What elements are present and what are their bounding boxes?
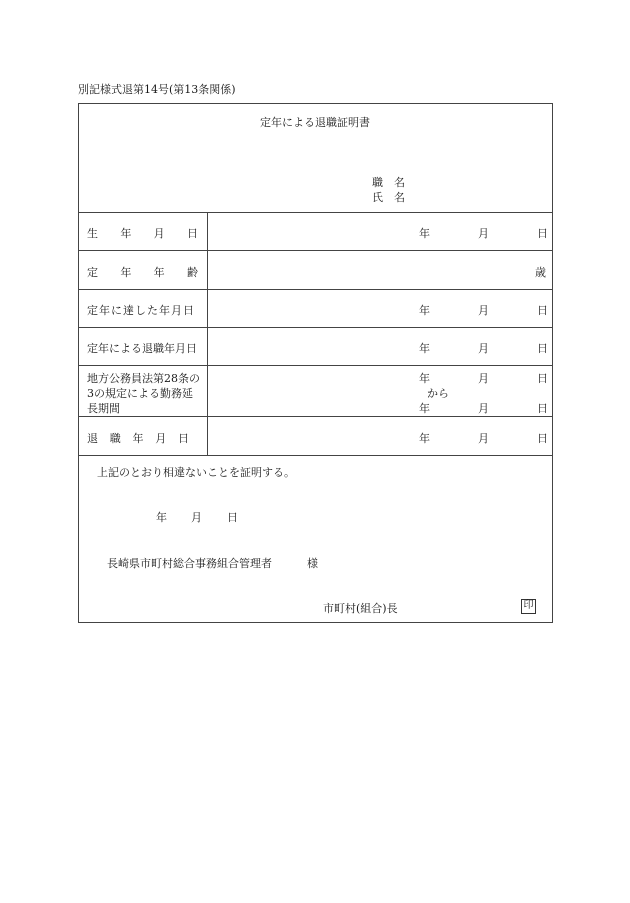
- extension-label-line3: 長期間: [87, 402, 120, 415]
- reached-date-label: 定年に達した年月日: [87, 304, 195, 317]
- retire-day-unit: 日: [537, 342, 548, 355]
- form-label: 別記様式退第14号(第13条関係): [78, 83, 236, 96]
- reached-day-unit: 日: [537, 304, 548, 317]
- addressee: 長崎県市町村総合事務組合管理者: [107, 557, 272, 570]
- retire-month-unit: 月: [478, 342, 489, 355]
- retirement-month-unit: 月: [478, 432, 489, 445]
- extension-end-year-unit: 年: [419, 402, 430, 415]
- retirement-day-unit: 日: [537, 432, 548, 445]
- retirement-by-age-label: 定年による退職年月日: [87, 342, 197, 355]
- extension-start-day-unit: 日: [537, 372, 548, 385]
- age-unit: 歳: [535, 266, 546, 279]
- extension-start-year-unit: 年: [419, 372, 430, 385]
- retire-year-unit: 年: [419, 342, 430, 355]
- extension-label-line2: 3の規定による勤務延: [87, 387, 193, 400]
- retirement-date-label: 退 職 年 月 日: [87, 432, 189, 445]
- cert-date-day-unit: 日: [227, 511, 238, 524]
- cert-date-month-unit: 月: [191, 511, 202, 524]
- extension-label-line1: 地方公務員法第28条の: [87, 372, 200, 385]
- issuer: 市町村(組合)長: [323, 602, 398, 615]
- honorific: 様: [307, 557, 318, 570]
- birth-year-unit: 年: [419, 227, 430, 240]
- extension-end-day-unit: 日: [537, 402, 548, 415]
- birth-month-unit: 月: [478, 227, 489, 240]
- extension-start-month-unit: 月: [478, 372, 489, 385]
- reached-month-unit: 月: [478, 304, 489, 317]
- name-label: 氏 名: [372, 191, 405, 204]
- seal-mark: 印: [521, 599, 536, 614]
- document-title: 定年による退職証明書: [260, 116, 370, 129]
- extension-from-text: から: [427, 387, 449, 400]
- cert-date-year-unit: 年: [156, 511, 167, 524]
- birth-date-label: 生 年 月 日: [87, 227, 198, 240]
- retirement-age-label: 定 年 年 齢: [87, 266, 198, 279]
- retirement-year-unit: 年: [419, 432, 430, 445]
- certification-statement: 上記のとおり相違ないことを証明する。: [97, 466, 295, 479]
- reached-year-unit: 年: [419, 304, 430, 317]
- extension-end-month-unit: 月: [478, 402, 489, 415]
- birth-day-unit: 日: [537, 227, 548, 240]
- position-label: 職 名: [372, 176, 405, 189]
